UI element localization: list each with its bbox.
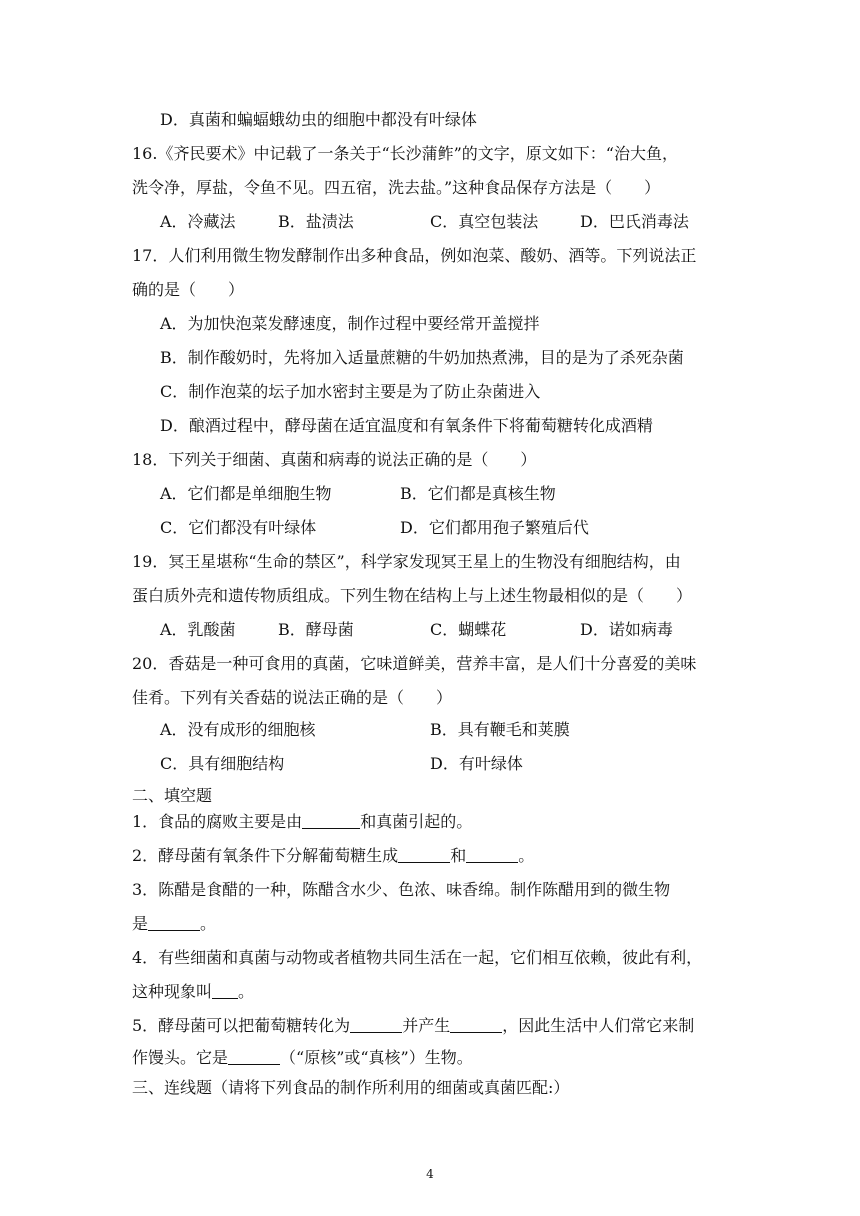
q17-option-b: B．制作酸奶时，先将加入适量蔗糖的牛奶加热煮沸，目的是为了杀死杂菌 <box>160 348 684 367</box>
fill-1-text-a: 1．食品的腐败主要是由 <box>132 812 303 831</box>
q17-stem-line1: 17．人们利用微生物发酵制作出多种食品，例如泡菜、酸奶、酒等。下列说法正 <box>132 246 697 265</box>
fill-5-text-a: 5．酵母菌可以把葡萄糖转化为 <box>132 1016 351 1035</box>
fill-5-blank-1[interactable] <box>350 1016 402 1033</box>
q20-option-a: A．没有成形的细胞核 <box>160 720 316 739</box>
section-heading-fill-in: 二、填空题 <box>132 786 213 805</box>
q19-option-b: B．酵母菌 <box>278 620 354 639</box>
fill-3-text-a: 是 <box>132 914 149 933</box>
q19-option-c: C．蝴蝶花 <box>430 620 507 639</box>
fill-3-text-b: 。 <box>200 914 217 933</box>
fill-2-text-b: 和 <box>450 846 467 865</box>
q19-stem-line1: 19．冥王星堪称“生命的禁区”，科学家发现冥王星上的生物没有细胞结构，由 <box>132 552 681 571</box>
page-number: 4 <box>426 1167 434 1181</box>
fill-2-blank-2[interactable] <box>466 846 518 863</box>
fill-2-blank-1[interactable] <box>398 846 450 863</box>
q17-option-d: D．酿酒过程中，酵母菌在适宜温度和有氧条件下将葡萄糖转化成酒精 <box>160 416 653 435</box>
q18-option-c: C．它们都没有叶绿体 <box>160 518 317 537</box>
fill-question-4-line2 <box>132 982 254 1002</box>
q18-option-b: B．它们都是真核生物 <box>400 484 556 503</box>
q18-option-a: A．它们都是单细胞生物 <box>160 484 332 503</box>
q20-option-c: C．具有细胞结构 <box>160 754 285 773</box>
fill-question-3-line2 <box>132 914 216 934</box>
q19-option-d: D．诺如病毒 <box>580 620 673 639</box>
q18-option-d: D．它们都用孢子繁殖后代 <box>400 518 589 537</box>
q16-option-c: C．真空包装法 <box>430 212 539 231</box>
fill-question-5-line2 <box>132 1048 473 1068</box>
fill-5-blank-2[interactable] <box>450 1016 502 1033</box>
fill-4-blank[interactable] <box>212 982 238 999</box>
fill-5-text-e: （“原核”或“真核”）生物。 <box>280 1048 473 1067</box>
q16-option-d: D．巴氏消毒法 <box>580 212 689 231</box>
fill-1-text-b: 和真菌引起的。 <box>360 812 473 831</box>
q20-option-b: B．具有鞭毛和荚膜 <box>430 720 570 739</box>
q15-option-d: D．真菌和蝙蝠蛾幼虫的细胞中都没有叶绿体 <box>160 110 477 129</box>
q19-option-a: A．乳酸菌 <box>160 620 236 639</box>
fill-question-3-line1: 3．陈醋是食醋的一种，陈醋含水少、色浓、味香绵。制作陈醋用到的微生物 <box>132 880 671 899</box>
fill-4-text-a: 这种现象叫 <box>132 982 213 1001</box>
fill-question-1 <box>132 812 472 832</box>
q18-stem: 18．下列关于细菌、真菌和病毒的说法正确的是（ ） <box>132 450 537 469</box>
fill-5-text-c: ，因此生活中人们常它来制 <box>502 1016 695 1035</box>
section-heading-matching: 三、连线题（请将下列食品的制作所利用的细菌或真菌匹配:） <box>132 1078 570 1097</box>
q20-stem-line2: 佳肴。下列有关香菇的说法正确的是（ ） <box>132 688 453 707</box>
fill-5-text-b: 并产生 <box>402 1016 451 1035</box>
q16-option-b: B．盐渍法 <box>278 212 354 231</box>
fill-4-text-b: 。 <box>238 982 255 1001</box>
q17-stem-line2: 确的是（ ） <box>132 280 245 299</box>
fill-3-blank[interactable] <box>148 914 200 931</box>
fill-1-blank[interactable] <box>302 812 360 829</box>
q17-option-a: A．为加快泡菜发酵速度，制作过程中要经常开盖搅拌 <box>160 314 540 333</box>
q20-option-d: D．有叶绿体 <box>430 754 523 773</box>
q16-stem-line1: 16.《齐民要术》中记载了一条关于“长沙蒲鲊”的文字，原文如下：“治大鱼， <box>132 144 678 163</box>
fill-question-2 <box>132 846 534 866</box>
q16-stem-line2: 洗令净，厚盐，令鱼不见。四五宿，洗去盐。”这种食品保存方法是（ ） <box>132 178 661 197</box>
fill-2-text-c: 。 <box>518 846 535 865</box>
q20-stem-line1: 20．香菇是一种可食用的真菌，它味道鲜美，营养丰富，是人们十分喜爱的美味 <box>132 654 697 673</box>
fill-2-text-a: 2．酵母菌有氧条件下分解葡萄糖生成 <box>132 846 399 865</box>
fill-5-text-d: 作馒头。它是 <box>132 1048 229 1067</box>
fill-question-4-line1: 4．有些细菌和真菌与动物或者植物共同生活在一起，它们相互依赖，彼此有利， <box>132 948 703 967</box>
fill-5-blank-3[interactable] <box>228 1048 280 1065</box>
q19-stem-line2: 蛋白质外壳和遗传物质组成。下列生物在结构上与上述生物最相似的是（ ） <box>132 586 693 605</box>
q17-option-c: C．制作泡菜的坛子加水密封主要是为了防止杂菌进入 <box>160 382 541 401</box>
q16-option-a: A．冷藏法 <box>160 212 236 231</box>
fill-question-5-line1 <box>132 1016 694 1036</box>
